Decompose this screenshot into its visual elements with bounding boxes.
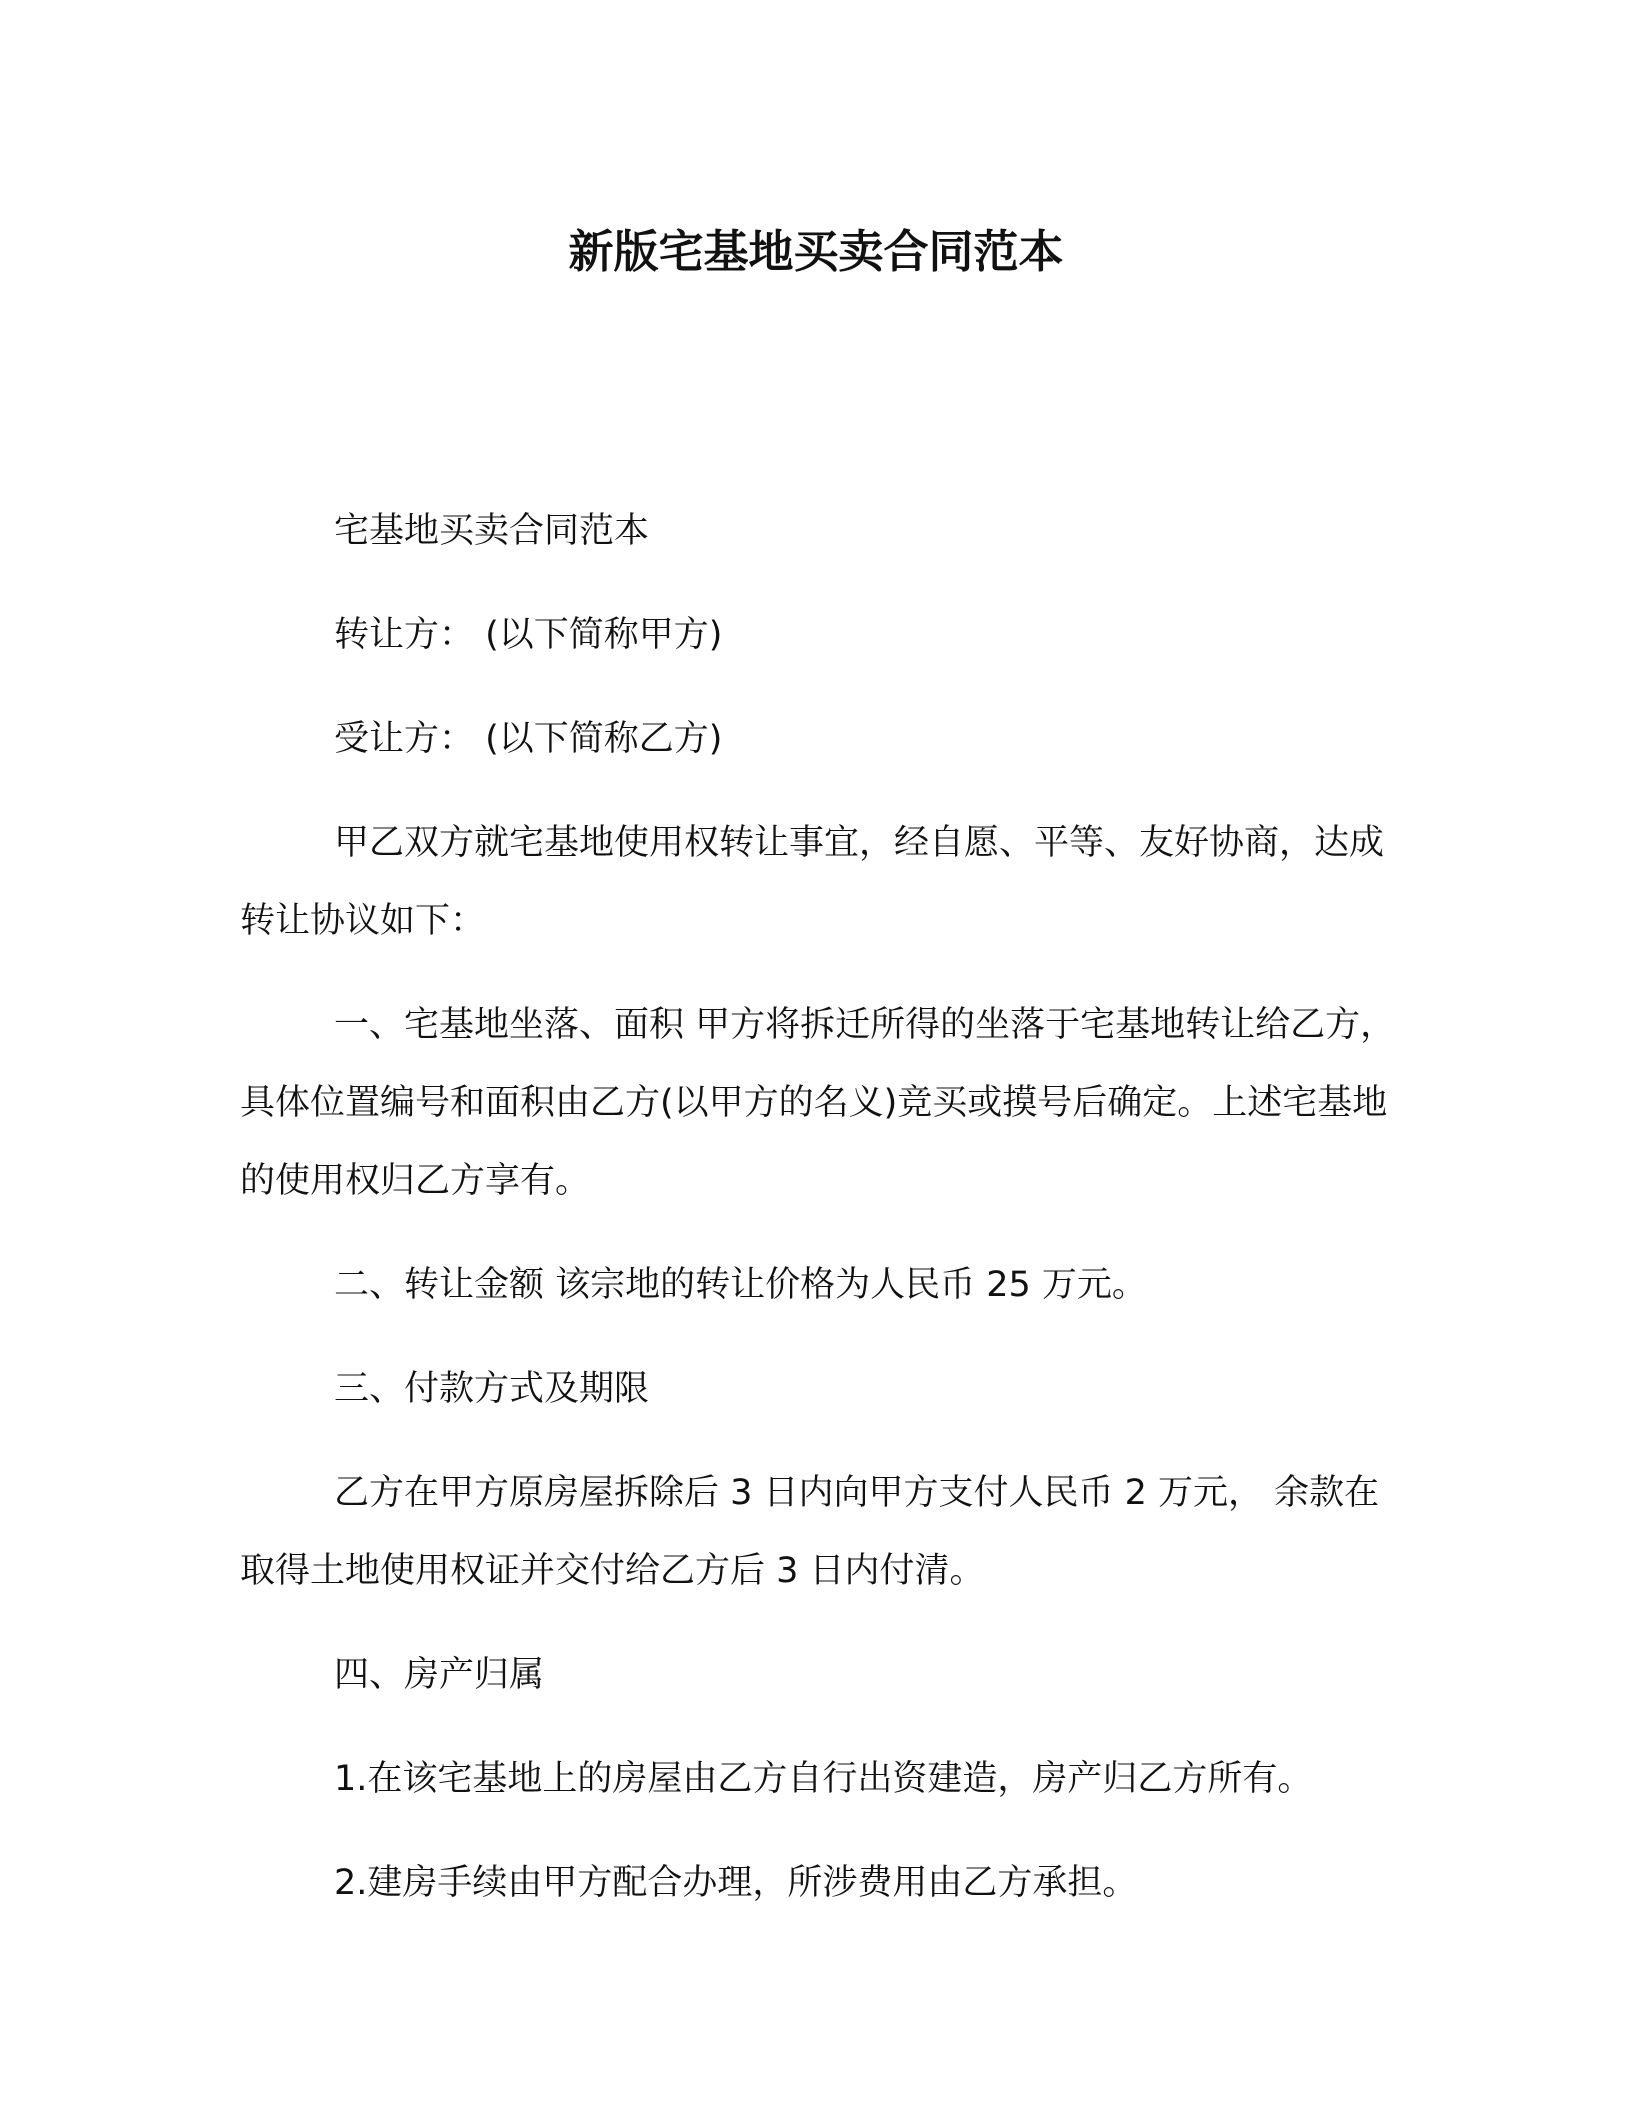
paragraph-transferee: 受让方： (以下简称乙方) xyxy=(334,719,723,759)
document-body xyxy=(240,492,1400,1922)
paragraph-clause-3-body: 乙方在甲方原房屋拆除后 3 日内向甲方支付人民币 2 万元， 余款在取得土地使用权证并交付给乙方后 3 日内付清。 xyxy=(240,1473,1380,1591)
paragraph-clause-2: 二、转让金额 该宗地的转让价格为人民币 25 万元。 xyxy=(334,1265,1147,1305)
paragraph-heading: 宅基地买卖合同范本 xyxy=(334,511,650,551)
paragraph-intro: 甲乙双方就宅基地使用权转让事宜，经自愿、平等、友好协商，达成转让协议如下： xyxy=(240,823,1385,941)
document-title: 新版宅基地买卖合同范本 xyxy=(568,225,1064,278)
paragraph-transferor: 转让方： (以下简称甲方) xyxy=(334,615,723,655)
paragraph-clause-3-heading: 三、付款方式及期限 xyxy=(334,1369,650,1409)
paragraph-clause-4-item-2: 2.建房手续由甲方配合办理，所涉费用由乙方承担。 xyxy=(334,1863,1138,1903)
paragraph-clause-4-item-1: 1.在该宅基地上的房屋由乙方自行出资建造，房产归乙方所有。 xyxy=(334,1759,1313,1799)
paragraph-clause-4-heading: 四、房产归属 xyxy=(334,1655,545,1695)
paragraph-clause-1: 一、宅基地坐落、面积 甲方将拆迁所得的坐落于宅基地转让给乙方， 具体位置编号和面积由乙方(以甲方的名义)竞买或摸号后确定。上述宅基地的使用权归乙方享有。 xyxy=(240,1005,1396,1201)
